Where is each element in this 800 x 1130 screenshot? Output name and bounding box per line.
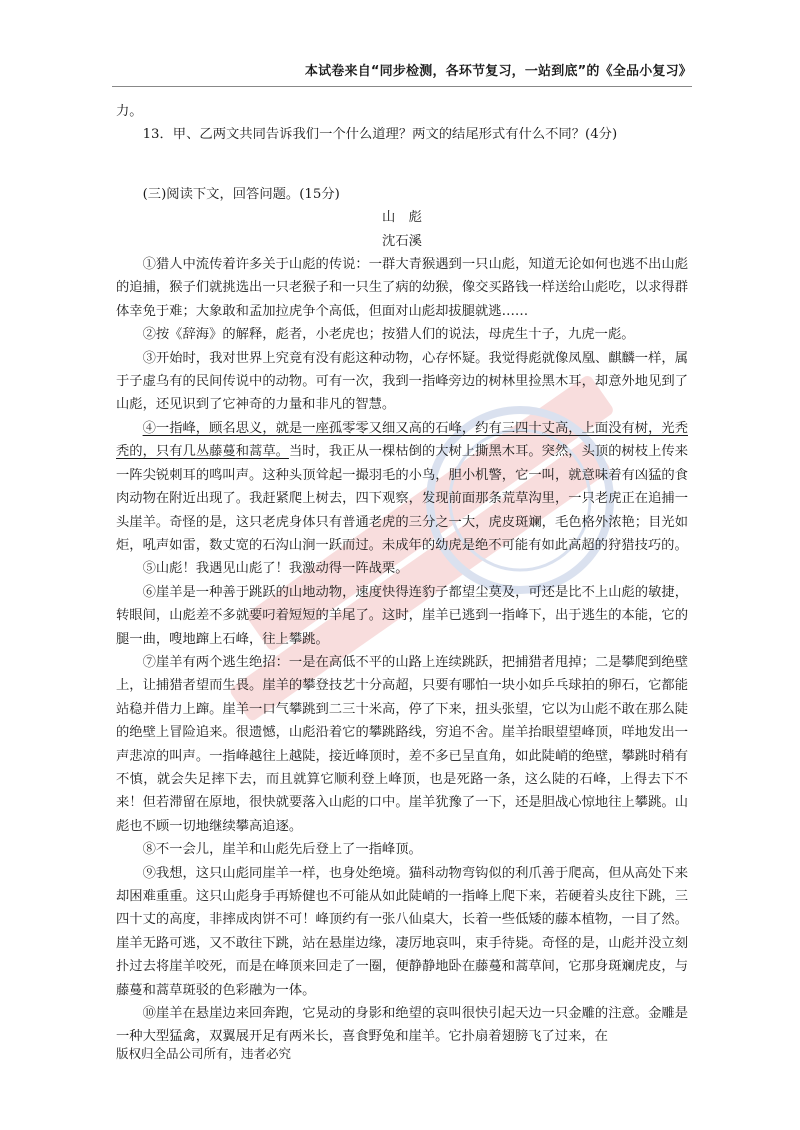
paragraph-5: ⑤山彪！我遇见山彪了！我激动得一阵战栗。 [142, 561, 409, 577]
question-13: 13．甲、乙两文共同告诉我们一个什么道理？两文的结尾形式有什么不同？(4分) [142, 127, 618, 143]
paragraph-6: ⑥崖羊是一种善于跳跃的山地动物，速度快得连豹子都望尘莫及，可还是比不上山彪的敏捷，转眼间，山彪差不多就要叼着短短的羊尾了。这时，崖羊已逃到一指峰下，出于逃生的本能，它的腿一曲，嗖地蹿上石峰，往上攀跳。 [116, 584, 688, 647]
carryover-text: 力。 [116, 104, 143, 119]
footer-copyright: 版权归全品公司所有，违者必究 [116, 1046, 292, 1061]
paragraph-1: ①猎人中流传着许多关于山彪的传说：一群大青猴遇到一只山彪，知道无论如何也逃不出山彪的追捕，猴子们就挑选出一只老猴子和一只生了病的幼猴，像交买路钱一样送给山彪吃，以求得群体幸免于难；大象敢和孟加拉虎争个高低，但面对山彪却拔腿就逃…… [116, 257, 688, 319]
paragraph-7: ⑦崖羊有两个逃生绝招：一是在高低不平的山路上连续跳跃，把捕猎者甩掉；二是攀爬到绝壁上，让捕猎者望而生畏。崖羊的攀登技艺十分高超，只要有哪怕一块小如乒乓球拍的卵石，它都能站稳并借力上蹿。崖羊一口气攀跳到二三十米高，停了下来，扭头张望，它以为山彪不敢在那么陡的绝壁上冒险追来。很遗憾，山彪沿着它的攀跳路线，穷追不舍。崖羊抬眼望望峰顶，咩地发出一声悲凉的叫声。一指峰越往上越陡，接近峰顶时，差不多已呈直角，如此陡峭的绝壁，攀跳时稍有不慎，就会失足摔下去，而且就算它顺利登上峰顶，也是死路一条，这么陡的石峰，上得去下不来！但若滞留在原地，很快就要落入山彪的口中。崖羊犹豫了一下，还是胆战心惊地往上攀跳。山彪也不顾一切地继续攀高追逐。 [116, 654, 688, 834]
paragraph-8: ⑧不一会儿，崖羊和山彪先后登上了一指峰顶。 [142, 842, 422, 858]
paragraph-2: ②按《辞海》的解释，彪者，小老虎也；按猎人们的说法，母虎生十子，九虎一彪。 [142, 327, 635, 343]
document-body [116, 100, 688, 1049]
answer-space [116, 147, 688, 183]
paragraph-4-underlined: ④一指峰，顾名思义，就是一座孤零零又细又高的石峰，约有三四十丈高，上面没有树，光秃秃的，只有几丛藤蔓和蒿草。 [116, 420, 688, 460]
paragraph-4 [116, 417, 688, 557]
section-3-title: (三)阅读下文，回答问题。(15分) [142, 186, 340, 202]
header-divider [112, 86, 692, 87]
paragraph-3: ③开始时，我对世界上究竟有没有彪这种动物，心存怀疑。我觉得彪就像凤凰、麒麟一样，属于子虚乌有的民间传说中的动物。可有一次，我到一指峰旁边的树林里捡黑木耳，却意外地见到了山彪，还见识到了它神奇的力量和非凡的智慧。 [116, 350, 688, 413]
article-title: 山 彪 [382, 210, 422, 226]
paragraph-9: ⑨我想，这只山彪同崖羊一样，也身处绝境。猫科动物弯钩似的利爪善于爬高，但从高处下来却困难重重。这只山彪身手再矫健也不可能从如此陡峭的一指峰上爬下来，若硬着头皮往下跳，三四十丈的高度，非摔成肉饼不可！峰顶约有一张八仙桌大，长着一些低矮的藤本植物，一目了然。崖羊无路可逃，又不敢往下跳，站在悬崖边缘，凄厉地哀叫，束手待毙。奇怪的是，山彪并没立刻扑过去将崖羊咬死，而是在峰顶来回走了一圈，便静静地卧在藤蔓和蒿草间，它那身斑斓虎皮，与藤蔓和蒿草斑驳的色彩融为一体。 [116, 865, 688, 998]
article-author: 沈石溪 [382, 233, 422, 249]
paragraph-10: ⑩崖羊在悬崖边来回奔跑，它晃动的身影和绝望的哀叫很快引起天边一只金雕的注意。金雕是一种大型猛禽，双翼展开足有两米长，喜食野兔和崖羊。它扑扇着翅膀飞了过来，在 [116, 1006, 688, 1045]
paragraph-4-rest: 当时，我正从一棵枯倒的大树上撕黑木耳。突然，头顶的树枝上传来一阵尖锐刺耳的鸣叫声。这种头顶耸起一撮羽毛的小鸟，胆小机警，它一叫，就意味着有凶猛的食肉动物在附近出现了。我赶紧爬上树去，四下观察，发现前面那条荒草沟里，一只老虎正在追捕一头崖羊。奇怪的是，这只老虎身体只有普通老虎的三分之一大，虎皮斑斓，毛色格外浓艳；目光如炬，吼声如雷，数丈宽的石沟山涧一跃而过。未成年的幼虎是绝不可能有如此高超的狩猎技巧的。 [116, 444, 689, 553]
header-source-note: 本试卷来自“同步检测，各环节复习，一站到底”的《全品小复习》 [304, 64, 692, 79]
